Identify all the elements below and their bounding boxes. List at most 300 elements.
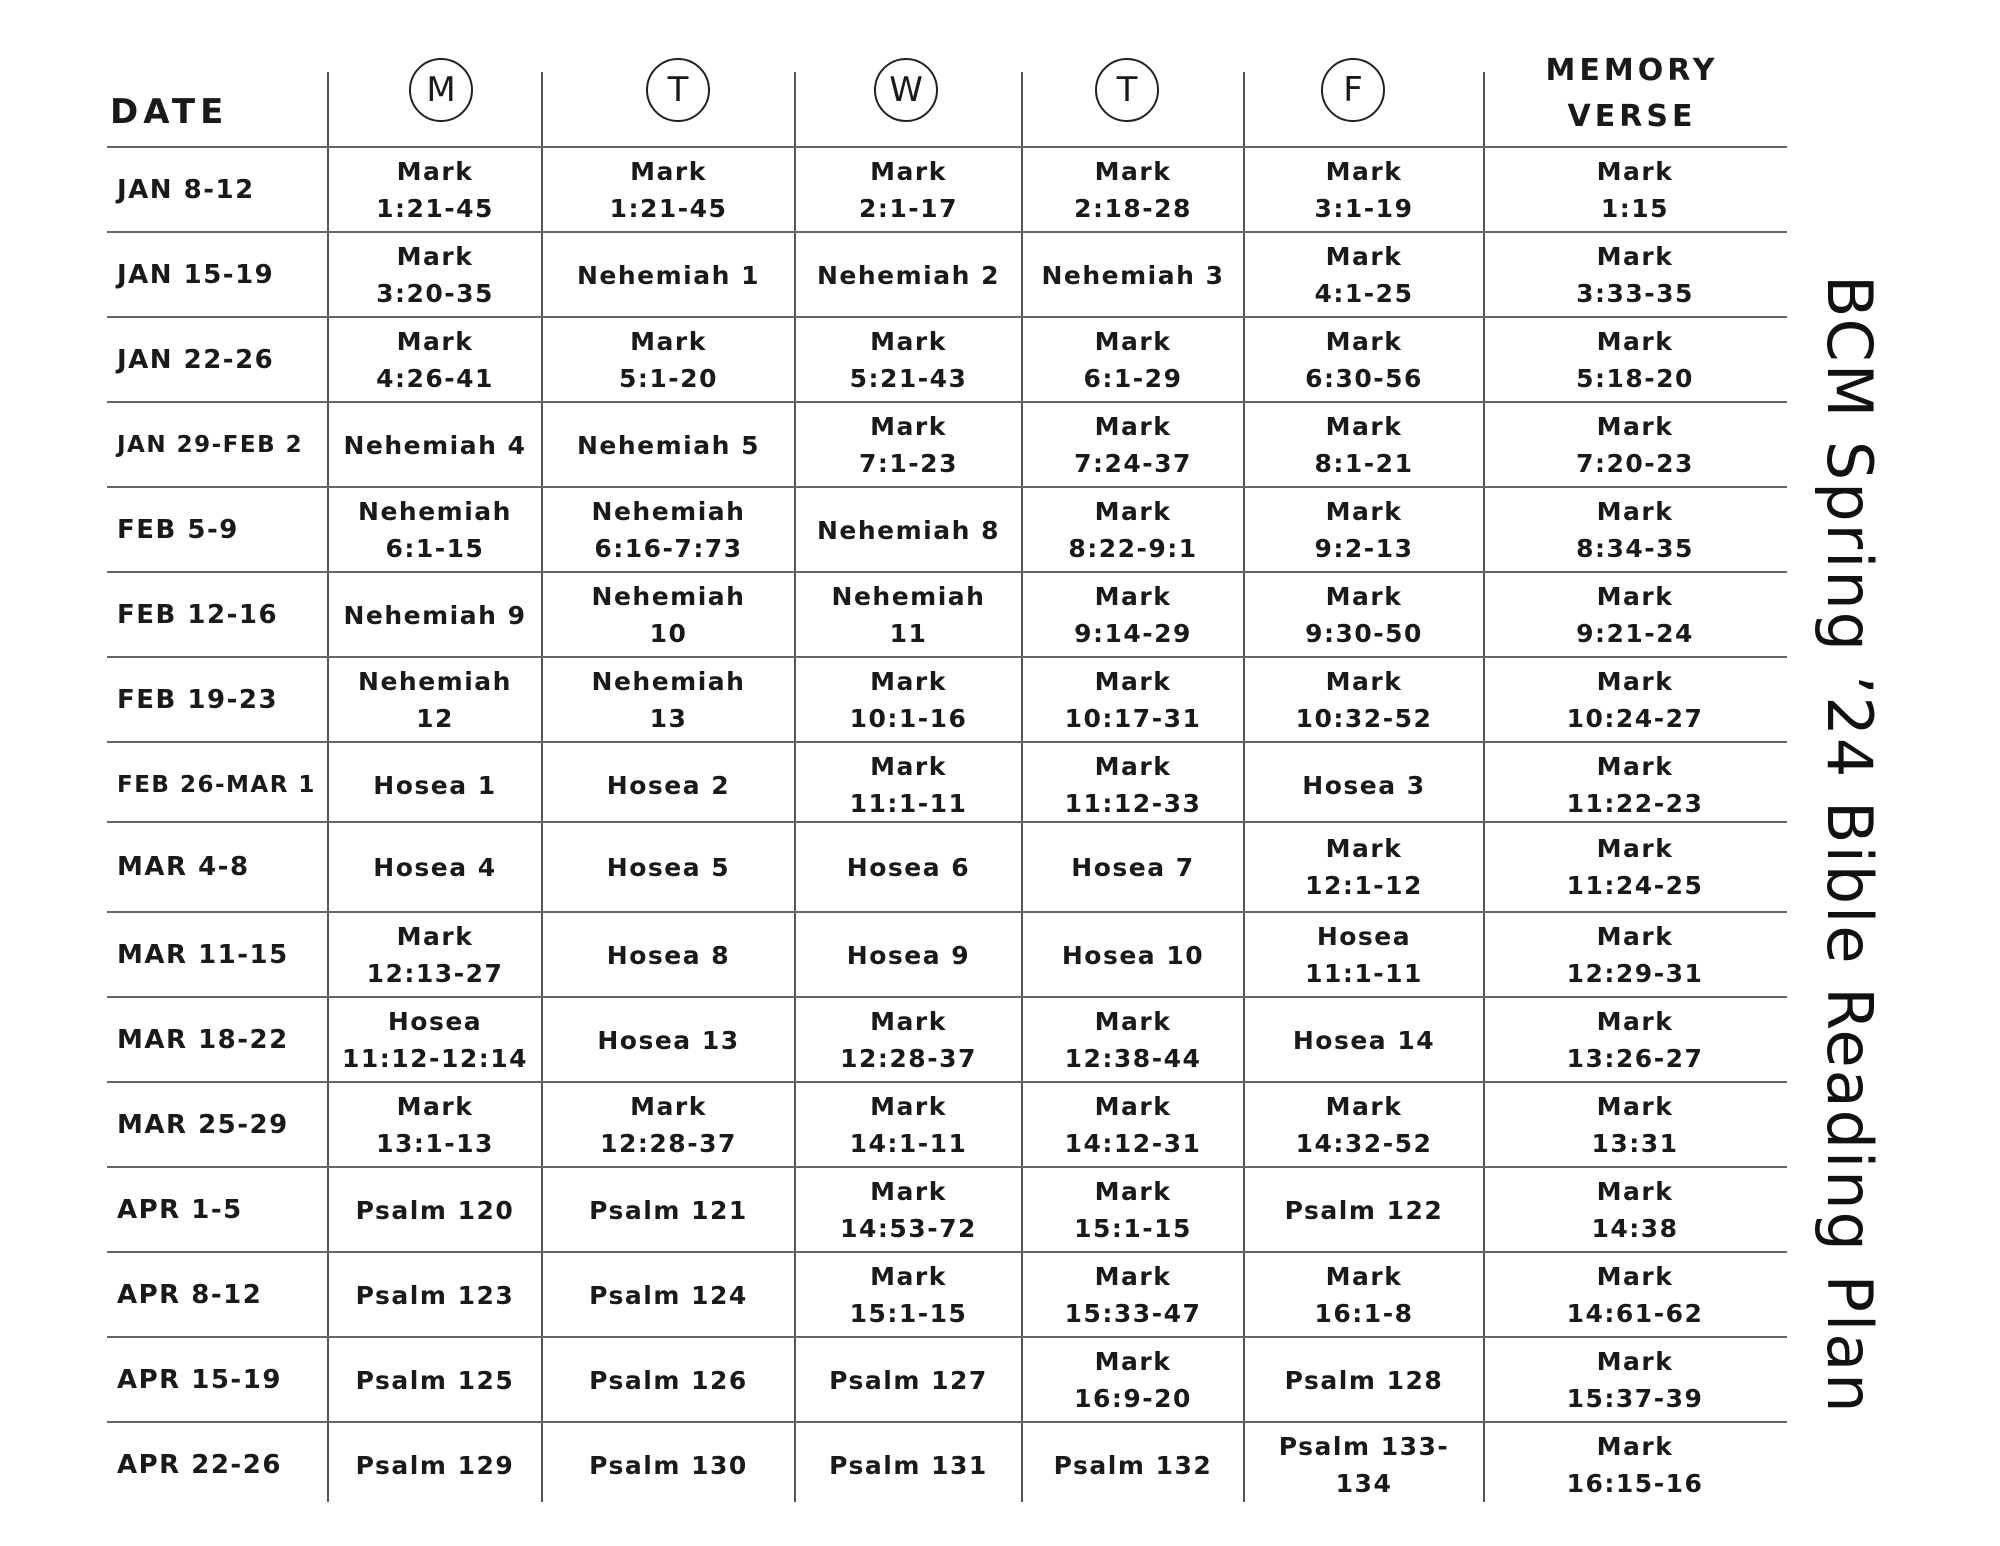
reading-text xyxy=(1567,663,1704,737)
table-row xyxy=(107,1253,1787,1337)
reading-reference: 1:21-45 xyxy=(609,194,728,223)
reading-text xyxy=(376,238,494,312)
thursday-reading xyxy=(1023,318,1243,402)
reading-text xyxy=(1293,1022,1435,1059)
monday-reading xyxy=(329,148,541,232)
monday-reading xyxy=(329,913,541,997)
row-date: APR 15-19 xyxy=(117,1364,282,1395)
reading-book: Mark xyxy=(1094,1262,1172,1291)
monday-reading xyxy=(329,743,541,827)
reading-book: Mark xyxy=(396,242,474,271)
tuesday-reading xyxy=(543,233,794,317)
reading-book: Psalm 121 xyxy=(589,1195,748,1225)
tuesday-reading xyxy=(543,743,794,827)
friday-header: F xyxy=(1321,58,1385,122)
reading-text xyxy=(1074,1343,1192,1417)
reading-book: Nehemiah xyxy=(358,667,512,696)
reading-book: Mark xyxy=(1094,412,1172,441)
table-row xyxy=(107,913,1787,997)
reading-text xyxy=(1296,1088,1433,1162)
thursday-reading xyxy=(1023,1423,1243,1507)
reading-text xyxy=(1567,1428,1704,1502)
reading-text xyxy=(589,1192,748,1229)
reading-reference: 13:31 xyxy=(1591,1129,1679,1158)
row-date: MAR 25-29 xyxy=(117,1109,289,1140)
reading-reference: 10:32-52 xyxy=(1295,704,1433,733)
table-row xyxy=(107,403,1787,487)
plan-title: BCM Spring ’24 Bible Reading Plan xyxy=(1813,275,1886,1415)
reading-reference: 15:1-15 xyxy=(849,1299,968,1328)
wednesday-reading xyxy=(796,148,1021,232)
reading-book: Hosea 3 xyxy=(1302,770,1426,800)
reading-book: Hosea 6 xyxy=(846,852,971,882)
friday-reading xyxy=(1245,913,1483,997)
table-row xyxy=(107,998,1787,1082)
friday-reading xyxy=(1245,1168,1483,1252)
reading-text xyxy=(817,257,1000,294)
reading-text xyxy=(1576,493,1694,567)
reading-reference: 9:21-24 xyxy=(1576,619,1694,648)
reading-text xyxy=(817,512,1000,549)
reading-text xyxy=(1296,663,1433,737)
reading-book: Mark xyxy=(1094,1092,1172,1121)
friday-reading xyxy=(1245,658,1483,742)
monday-reading xyxy=(329,1423,541,1507)
reading-book: Nehemiah 3 xyxy=(1041,260,1225,290)
reading-text xyxy=(376,323,494,397)
reading-reference: 6:30-56 xyxy=(1305,364,1423,393)
friday-reading xyxy=(1245,403,1483,487)
tuesday-reading xyxy=(543,573,794,657)
reading-book: Mark xyxy=(1596,1262,1674,1291)
reading-text xyxy=(850,748,968,822)
thursday-reading xyxy=(1023,233,1243,317)
friday-reading xyxy=(1245,233,1483,317)
reading-text xyxy=(1041,257,1224,294)
reading-book: Psalm 131 xyxy=(829,1450,988,1480)
wednesday-reading xyxy=(796,998,1021,1082)
wednesday-reading xyxy=(796,913,1021,997)
wednesday-reading xyxy=(796,1168,1021,1252)
reading-text xyxy=(847,849,970,886)
reading-book: Mark xyxy=(870,752,947,781)
reading-text xyxy=(1285,1192,1444,1229)
reading-text xyxy=(1065,1258,1202,1332)
row-date: FEB 12-16 xyxy=(117,599,279,630)
friday-reading xyxy=(1245,148,1483,232)
reading-text xyxy=(829,1362,988,1399)
thursday-reading xyxy=(1023,1253,1243,1337)
reading-text xyxy=(1279,1428,1450,1502)
reading-book: Mark xyxy=(870,1262,947,1291)
friday-reading xyxy=(1245,743,1483,827)
reading-book: Mark xyxy=(1325,157,1403,186)
reading-text xyxy=(1074,578,1192,652)
reading-reference: 11:24-25 xyxy=(1566,871,1704,900)
reading-book: Nehemiah 5 xyxy=(576,430,761,460)
reading-text xyxy=(850,1258,968,1332)
reading-book: Mark xyxy=(1596,1007,1674,1036)
table-row xyxy=(107,1423,1787,1507)
row-date: FEB 19-23 xyxy=(117,684,279,715)
thursday-reading xyxy=(1023,1168,1243,1252)
reading-reference: 10:17-31 xyxy=(1064,704,1202,733)
reading-book: Mark xyxy=(1325,327,1403,356)
reading-text xyxy=(1315,153,1414,227)
reading-reference: 7:24-37 xyxy=(1074,449,1192,478)
row-date: FEB 26-MAR 1 xyxy=(117,771,316,798)
reading-reference: 14:12-31 xyxy=(1064,1129,1202,1158)
reading-text xyxy=(343,427,526,464)
reading-text xyxy=(577,427,760,464)
reading-reference: 7:20-23 xyxy=(1576,449,1694,478)
reading-reference: 11:22-23 xyxy=(1566,789,1704,818)
reading-book: Hosea 9 xyxy=(846,940,971,970)
memory-verse-reading xyxy=(1485,148,1785,232)
reading-book: Hosea 7 xyxy=(1071,852,1195,882)
memory-verse-reading xyxy=(1485,1253,1785,1337)
reading-book: Mark xyxy=(1596,667,1674,696)
reading-text xyxy=(1567,1258,1704,1332)
friday-reading xyxy=(1245,825,1483,909)
reading-text xyxy=(859,408,958,482)
reading-book: Mark xyxy=(1596,582,1674,611)
thursday-reading xyxy=(1023,1083,1243,1167)
reading-book: Mark xyxy=(1094,752,1172,781)
reading-book: Mark xyxy=(1325,667,1403,696)
reading-book: Mark xyxy=(1094,582,1172,611)
reading-book: Nehemiah 4 xyxy=(343,430,527,460)
tuesday-reading xyxy=(543,403,794,487)
reading-reference: 12 xyxy=(416,704,454,733)
reading-book: Mark xyxy=(1596,412,1674,441)
table-row xyxy=(107,233,1787,317)
memory-verse-reading xyxy=(1485,1423,1785,1507)
reading-reference: 1:15 xyxy=(1600,194,1670,223)
reading-reference: 6:1-29 xyxy=(1083,364,1183,393)
reading-text xyxy=(373,849,496,886)
date-column-header: DATE xyxy=(110,92,229,132)
row-date: JAN 8-12 xyxy=(117,174,255,205)
reading-book: Mark xyxy=(1325,242,1403,271)
reading-book: Hosea 1 xyxy=(373,770,497,800)
tuesday-reading xyxy=(543,998,794,1082)
reading-text xyxy=(1305,830,1423,904)
reading-text xyxy=(1315,493,1414,567)
reading-book: Mark xyxy=(630,157,707,186)
reading-reference: 12:38-44 xyxy=(1064,1044,1202,1073)
reading-book: Psalm 127 xyxy=(829,1365,988,1395)
reading-book: Mark xyxy=(1325,834,1403,863)
reading-reference: 5:21-43 xyxy=(849,364,968,393)
reading-reference: 6:1-15 xyxy=(385,534,485,563)
table-row xyxy=(107,318,1787,402)
wednesday-reading xyxy=(796,825,1021,909)
reading-reference: 9:2-13 xyxy=(1314,534,1414,563)
reading-reference: 134 xyxy=(1335,1469,1393,1498)
reading-reference: 3:33-35 xyxy=(1576,279,1694,308)
reading-text xyxy=(343,597,526,634)
reading-book: Mark xyxy=(396,1092,474,1121)
thursday-reading xyxy=(1023,825,1243,909)
reading-text xyxy=(1591,1088,1678,1162)
row-date: JAN 29-FEB 2 xyxy=(117,431,304,458)
reading-book: Mark xyxy=(1094,157,1172,186)
reading-book: Mark xyxy=(1325,497,1403,526)
reading-reference: 12:28-37 xyxy=(600,1129,737,1158)
monday-reading xyxy=(329,233,541,317)
table-row xyxy=(107,148,1787,232)
reading-book: Mark xyxy=(1596,1347,1674,1376)
reading-text xyxy=(356,1362,515,1399)
reading-reference: 7:1-23 xyxy=(859,449,958,478)
tuesday-reading xyxy=(543,148,794,232)
table-row xyxy=(107,573,1787,657)
reading-book: Nehemiah 9 xyxy=(343,600,527,630)
reading-text xyxy=(1567,918,1704,992)
reading-reference: 5:18-20 xyxy=(1576,364,1694,393)
reading-text xyxy=(1567,830,1704,904)
monday-reading xyxy=(329,825,541,909)
reading-book: Mark xyxy=(1094,1347,1172,1376)
reading-text xyxy=(1305,578,1423,652)
reading-text xyxy=(840,1003,977,1077)
reading-book: Mark xyxy=(1325,412,1403,441)
thursday-reading xyxy=(1023,1338,1243,1422)
reading-text xyxy=(1065,1003,1202,1077)
reading-book: Hosea 10 xyxy=(1061,940,1205,970)
reading-text xyxy=(607,937,730,974)
reading-text xyxy=(589,1447,748,1484)
reading-text xyxy=(1576,578,1694,652)
reading-text xyxy=(1068,493,1197,567)
reading-text xyxy=(1305,323,1423,397)
table-row xyxy=(107,825,1787,909)
table-row xyxy=(107,1168,1787,1252)
friday-reading xyxy=(1245,488,1483,572)
memory-verse-reading xyxy=(1485,318,1785,402)
wednesday-reading xyxy=(796,658,1021,742)
monday-reading xyxy=(329,318,541,402)
reading-text xyxy=(1062,937,1204,974)
reading-reference: 14:1-11 xyxy=(849,1129,968,1158)
reading-text xyxy=(1084,323,1183,397)
reading-reference: 13 xyxy=(649,704,688,733)
reading-text xyxy=(1315,408,1414,482)
reading-reference: 15:37-39 xyxy=(1566,1384,1704,1413)
reading-book: Mark xyxy=(870,327,947,356)
reading-text xyxy=(610,153,728,227)
reading-reference: 3:20-35 xyxy=(376,279,494,308)
reading-reference: 12:13-27 xyxy=(366,959,504,988)
reading-book: Nehemiah 1 xyxy=(576,260,761,290)
reading-book: Mark xyxy=(396,327,474,356)
reading-book: Hosea 5 xyxy=(606,852,731,882)
reading-text xyxy=(1065,1088,1202,1162)
wednesday-reading xyxy=(796,403,1021,487)
memory-verse-reading xyxy=(1485,913,1785,997)
reading-book: Psalm 130 xyxy=(589,1450,748,1480)
reading-book: Mark xyxy=(396,157,474,186)
reading-text xyxy=(1054,1447,1213,1484)
reading-reference: 3:1-19 xyxy=(1314,194,1414,223)
row-date: APR 22-26 xyxy=(117,1449,282,1480)
reading-book: Nehemiah xyxy=(358,497,512,526)
reading-text xyxy=(356,1447,515,1484)
monday-header: M xyxy=(409,58,473,122)
reading-book: Mark xyxy=(1094,1007,1172,1036)
friday-reading xyxy=(1245,1338,1483,1422)
thursday-reading xyxy=(1023,488,1243,572)
reading-book: Mark xyxy=(1596,922,1674,951)
reading-book: Hosea 2 xyxy=(606,770,731,800)
memory-verse-reading xyxy=(1485,1338,1785,1422)
reading-book: Mark xyxy=(1094,667,1172,696)
reading-book: Mark xyxy=(1596,1432,1674,1461)
reading-reference: 13:1-13 xyxy=(376,1129,494,1158)
reading-reference: 10:1-16 xyxy=(849,704,968,733)
wednesday-reading xyxy=(796,233,1021,317)
reading-book: Nehemiah 2 xyxy=(816,260,1001,290)
reading-book: Hosea 13 xyxy=(597,1025,740,1055)
reading-text xyxy=(592,578,746,652)
reading-book: Nehemiah xyxy=(831,582,986,611)
reading-reference: 15:33-47 xyxy=(1064,1299,1202,1328)
reading-reference: 14:53-72 xyxy=(840,1214,977,1243)
tuesday-reading xyxy=(543,488,794,572)
reading-text xyxy=(1315,238,1414,312)
reading-book: Psalm 123 xyxy=(355,1280,515,1310)
reading-book: Psalm 129 xyxy=(355,1450,515,1480)
thursday-reading xyxy=(1023,913,1243,997)
monday-reading xyxy=(329,658,541,742)
reading-text xyxy=(619,323,718,397)
reading-book: Mark xyxy=(1094,327,1172,356)
row-date: APR 8-12 xyxy=(117,1279,263,1310)
memory-verse-reading xyxy=(1485,825,1785,909)
reading-book: Nehemiah xyxy=(591,497,746,526)
reading-book: Psalm 133- xyxy=(1278,1432,1450,1461)
monday-reading xyxy=(329,1083,541,1167)
reading-text xyxy=(1567,1343,1704,1417)
reading-reference: 14:38 xyxy=(1591,1214,1679,1243)
reading-reference: 16:9-20 xyxy=(1074,1384,1192,1413)
reading-reference: 14:61-62 xyxy=(1566,1299,1704,1328)
monday-reading xyxy=(329,488,541,572)
reading-reference: 11:1-11 xyxy=(1305,959,1423,988)
reading-text xyxy=(592,493,746,567)
reading-book: Nehemiah xyxy=(591,667,746,696)
row-date: JAN 15-19 xyxy=(117,259,275,290)
reading-book: Mark xyxy=(1325,582,1403,611)
tuesday-reading xyxy=(543,825,794,909)
reading-book: Mark xyxy=(1596,157,1674,186)
reading-text xyxy=(1597,153,1674,227)
reading-book: Mark xyxy=(1596,327,1674,356)
reading-text xyxy=(1074,1173,1192,1247)
thursday-header: T xyxy=(1095,58,1159,122)
reading-reference: 16:1-8 xyxy=(1314,1299,1414,1328)
wednesday-reading xyxy=(796,1253,1021,1337)
table-row xyxy=(107,658,1787,742)
wednesday-reading xyxy=(796,1083,1021,1167)
reading-reference: 16:15-16 xyxy=(1566,1469,1704,1498)
reading-book: Mark xyxy=(870,1177,947,1206)
thursday-reading xyxy=(1023,743,1243,827)
reading-book: Mark xyxy=(1325,1092,1403,1121)
table-row xyxy=(107,488,1787,572)
reading-text xyxy=(358,493,512,567)
reading-text xyxy=(356,1277,515,1314)
reading-book: Mark xyxy=(870,412,947,441)
reading-text xyxy=(376,1088,494,1162)
reading-book: Mark xyxy=(1596,1092,1674,1121)
thursday-reading xyxy=(1023,148,1243,232)
row-date: MAR 18-22 xyxy=(117,1024,289,1055)
reading-reference: 4:26-41 xyxy=(376,364,494,393)
reading-text xyxy=(1576,238,1694,312)
tuesday-reading xyxy=(543,913,794,997)
reading-book: Mark xyxy=(630,327,707,356)
monday-reading xyxy=(329,573,541,657)
reading-text xyxy=(356,1192,515,1229)
reading-reference: 12:1-12 xyxy=(1305,871,1423,900)
thursday-reading xyxy=(1023,658,1243,742)
reading-reference: 15:1-15 xyxy=(1074,1214,1192,1243)
tuesday-reading xyxy=(543,1168,794,1252)
reading-book: Nehemiah xyxy=(591,582,746,611)
reading-book: Mark xyxy=(1596,752,1674,781)
reading-reference: 8:1-21 xyxy=(1314,449,1414,478)
reading-reference: 12:28-37 xyxy=(840,1044,977,1073)
row-date: MAR 11-15 xyxy=(117,939,289,970)
tuesday-reading xyxy=(543,1423,794,1507)
wednesday-reading xyxy=(796,1423,1021,1507)
reading-text xyxy=(829,1447,988,1484)
wednesday-reading xyxy=(796,743,1021,827)
reading-book: Psalm 120 xyxy=(355,1195,515,1225)
thursday-reading xyxy=(1023,998,1243,1082)
reading-reference: 11:1-11 xyxy=(849,789,968,818)
reading-book: Mark xyxy=(1094,1177,1172,1206)
memory-verse-header-line2: VERSE xyxy=(1567,99,1697,134)
reading-text xyxy=(600,1088,737,1162)
memory-verse-reading xyxy=(1485,998,1785,1082)
reading-book: Mark xyxy=(1596,1177,1674,1206)
thursday-reading xyxy=(1023,403,1243,487)
reading-text xyxy=(1071,849,1194,886)
reading-text xyxy=(1065,663,1202,737)
reading-text xyxy=(1065,748,1202,822)
row-date: MAR 4-8 xyxy=(117,851,250,882)
reading-text xyxy=(850,663,968,737)
thursday-reading xyxy=(1023,573,1243,657)
tuesday-reading xyxy=(543,658,794,742)
tuesday-reading xyxy=(543,1338,794,1422)
friday-reading xyxy=(1245,998,1483,1082)
row-date: APR 1-5 xyxy=(117,1194,243,1225)
reading-text xyxy=(592,663,746,737)
reading-text xyxy=(607,849,730,886)
monday-reading xyxy=(329,403,541,487)
reading-reference: 14:32-52 xyxy=(1295,1129,1433,1158)
reading-book: Mark xyxy=(396,922,474,951)
memory-verse-header xyxy=(1482,48,1782,140)
reading-reference: 11:12-33 xyxy=(1064,789,1202,818)
reading-reference: 11 xyxy=(889,619,928,648)
reading-text xyxy=(850,323,968,397)
memory-verse-reading xyxy=(1485,403,1785,487)
